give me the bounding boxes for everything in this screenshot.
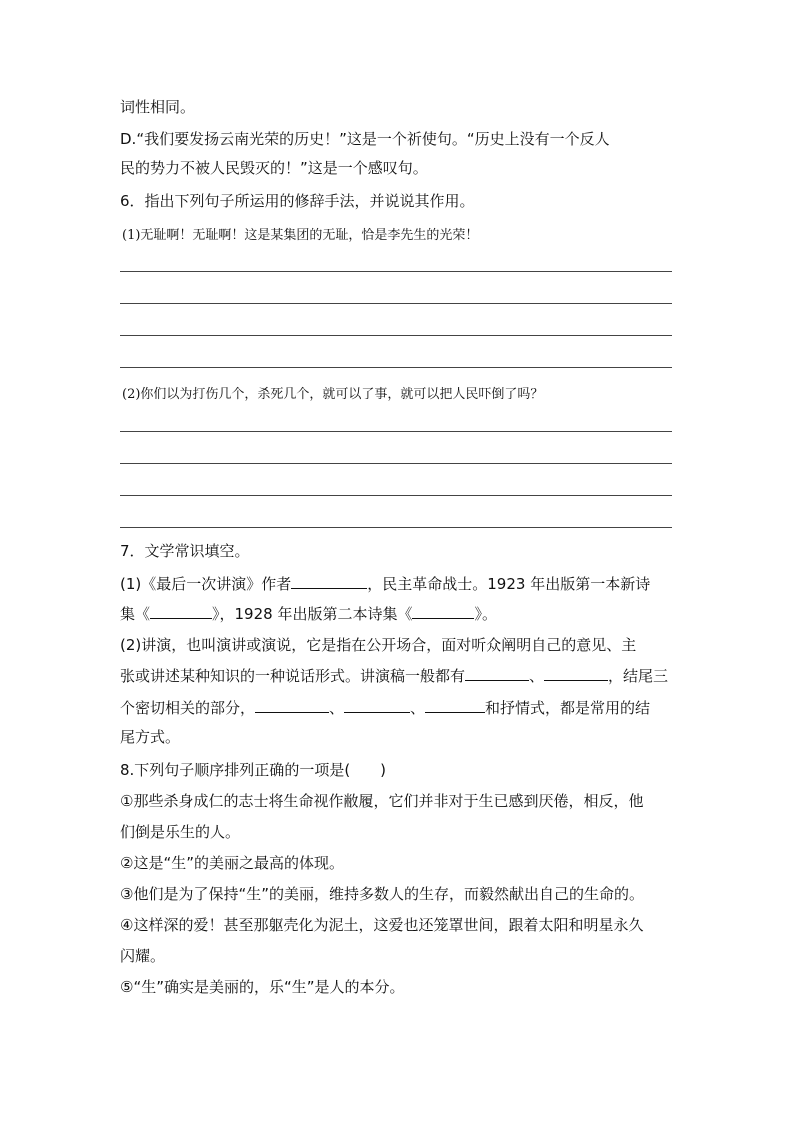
answer-line[interactable] [120, 495, 672, 496]
q6-sentence-2: (2)你们以为打伤几个，杀死几个，就可以了事，就可以把人民吓倒了吗？ [122, 387, 544, 402]
fill-blank-first-collection[interactable] [150, 603, 212, 619]
q5-continuation: 词性相同。 [120, 98, 196, 116]
q7-part1-text-e: 》。 [474, 605, 497, 623]
q7-part2-line4: 尾方式。 [120, 728, 181, 746]
answer-line[interactable] [120, 431, 672, 432]
q7-part2-text-e: 、 [329, 699, 345, 717]
fill-blank-ending-2[interactable] [344, 697, 410, 713]
q7-part1-line2 [120, 603, 497, 624]
fill-blank-ending-1[interactable] [255, 697, 329, 713]
q8-item-4-line2: 闪耀。 [120, 947, 166, 965]
q8-item-4-line1: ④这样深的爱！甚至那躯壳化为泥土，这爱也还笼罩世间，跟着太阳和明星永久 [120, 916, 644, 934]
fill-blank-body[interactable] [544, 665, 608, 681]
fill-blank-author[interactable] [291, 573, 367, 589]
answer-line[interactable] [120, 335, 672, 336]
answer-line[interactable] [120, 271, 672, 272]
q8-item-1-line1: ①那些杀身成仁的志士将生命视作敝履，它们并非对于生已感到厌倦，相反，他 [120, 792, 644, 810]
answer-line[interactable] [120, 527, 672, 528]
q7-part2-text-g: 和抒情式，都是常用的结 [485, 699, 651, 717]
q7-part2-line1: (2)讲演，也叫演讲或演说，它是指在公开场合，面对听众阐明自己的意见、主 [120, 636, 637, 654]
fill-blank-second-collection[interactable] [412, 603, 474, 619]
fill-blank-ending-3[interactable] [425, 697, 485, 713]
q7-part2-text-d: 个密切相关的部分， [120, 699, 256, 717]
q7-part1-text-c: 集《 [120, 605, 151, 623]
q7-stem: 7．文学常识填空。 [120, 542, 250, 560]
fill-blank-opening[interactable] [465, 665, 529, 681]
q7-part1-text-b: ，民主革命战士。1923 年出版第一本新诗 [367, 575, 651, 593]
q7-part2-text-b: 、 [529, 667, 545, 685]
q8-stem: 8.下列句子顺序排列正确的一项是( ) [120, 761, 387, 779]
q7-part2-text-f: 、 [410, 699, 426, 717]
q6-sentence-1: (1)无耻啊！无耻啊！这是某集团的无耻，恰是李先生的光荣！ [122, 228, 479, 243]
q7-part2-line2 [120, 665, 668, 686]
q7-part1-text-a: (1)《最后一次讲演》作者 [120, 575, 292, 593]
q5-option-d-line2: 民的势力不被人民毁灭的！”这是一个感叹句。 [120, 159, 428, 177]
q8-item-3: ③他们是为了保持“生”的美丽，维持多数人的生存，而毅然献出自己的生命的。 [120, 885, 644, 903]
q6-stem: 6．指出下列句子所运用的修辞手法，并说说其作用。 [120, 192, 475, 210]
answer-line[interactable] [120, 303, 672, 304]
answer-line[interactable] [120, 463, 672, 464]
q7-part1-text-d: 》，1928 年出版第二本诗集《 [212, 605, 413, 623]
q7-part2-text-c: ，结尾三 [608, 667, 669, 685]
q8-item-1-line2: 们倒是乐生的人。 [120, 823, 241, 841]
answer-line[interactable] [120, 367, 672, 368]
q7-part2-text-a: 张或讲述某种知识的一种说话形式。讲演稿一般都有 [120, 667, 466, 685]
q8-item-2: ②这是“生”的美丽之最高的体现。 [120, 854, 344, 872]
q5-option-d-line1: D.“我们要发扬云南光荣的历史！”这是一个祈使句。“历史上没有一个反人 [120, 130, 610, 148]
q7-part2-line3 [120, 697, 650, 718]
q8-item-5: ⑤“生”确实是美丽的，乐“生”是人的本分。 [120, 978, 405, 996]
q7-part1-line1 [120, 573, 650, 594]
